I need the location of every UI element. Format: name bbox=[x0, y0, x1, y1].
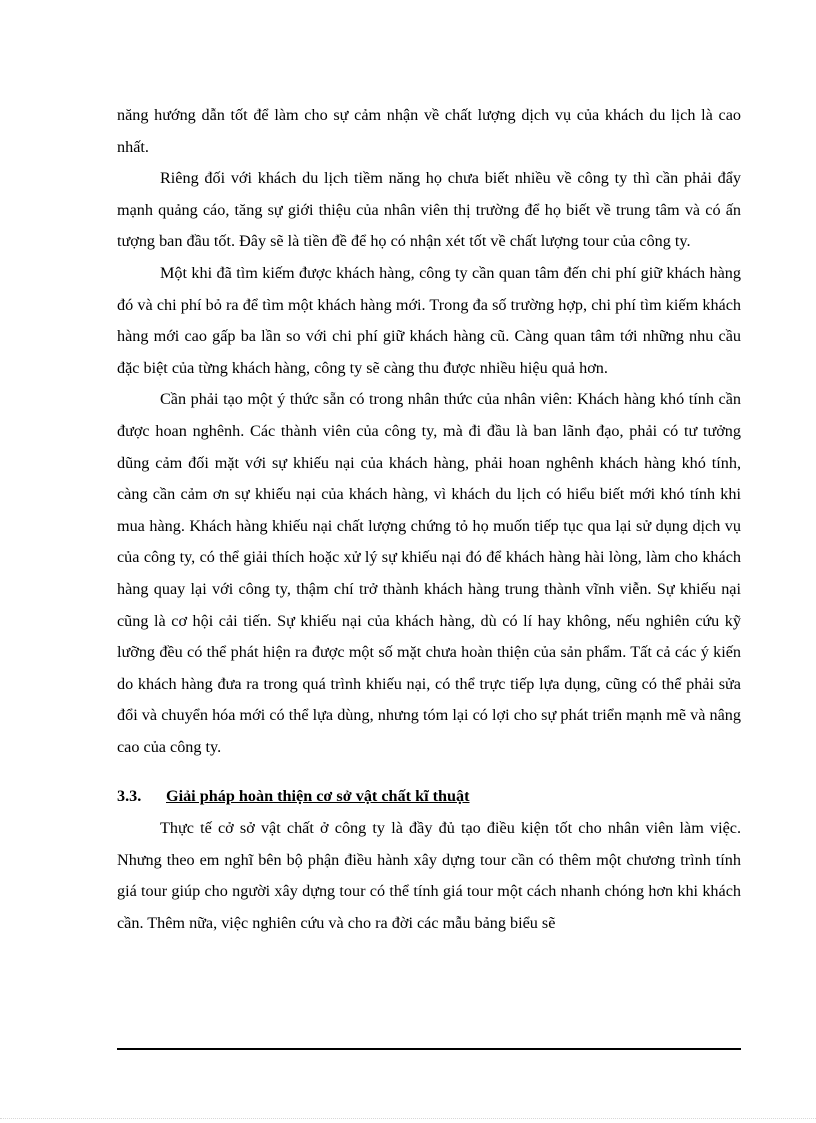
section-number: 3.3. bbox=[117, 787, 142, 806]
section-title: Giải pháp hoàn thiện cơ sở vật chất kĩ thuật bbox=[166, 787, 470, 806]
paragraph-facilities: Thực tế cở sở vật chất ở công ty là đầy đủ tạo điều kiện tốt cho nhân viên làm việc. Nhưng theo em nghĩ bên bộ phận điều hành xây dựng tour cần có thêm một chương trình tính giá tour giúp cho người xây dựng tour có thể tính giá tour một cách nhanh chóng hơn khi khách cần. Thêm nữa, việc nghiên cứu và cho ra đời các mẫu bảng biểu sẽ bbox=[117, 819, 741, 932]
page-edge-divider bbox=[0, 1118, 816, 1119]
footer-divider bbox=[117, 1048, 741, 1050]
section-heading bbox=[117, 781, 741, 813]
paragraph-continuation: năng hướng dẫn tốt để làm cho sự cảm nhận về chất lượng dịch vụ của khách du lịch là cao nhất. bbox=[117, 106, 741, 156]
page-body bbox=[117, 100, 741, 939]
paragraph-customer-retention-cost: Một khi đã tìm kiếm được khách hàng, công ty cần quan tâm đến chi phí giữ khách hàng đó và chi phí bỏ ra để tìm một khách hàng mới. Trong đa số trường hợp, chi phí tìm kiếm khách hàng mới cao gấp ba lần so với chi phí giữ khách hàng cũ. Càng quan tâm tới những nhu cầu đặc biệt của từng khách hàng, công ty sẽ càng thu được nhiều hiệu quả hơn. bbox=[117, 263, 741, 377]
paragraph-potential-tourists: Riêng đối với khách du lịch tiềm năng họ chưa biết nhiều về công ty thì cần phải đẩy mạnh quảng cáo, tăng sự giới thiệu của nhân viên thị trường để họ biết về trung tâm và có ấn tượng ban đầu tốt. Đây sẽ là tiền đề để họ có nhận xét tốt về chất lượng tour của công ty. bbox=[117, 169, 741, 251]
paragraph-complaint-handling: Cần phải tạo một ý thức sẵn có trong nhân thức của nhân viên: Khách hàng khó tính cần được hoan nghênh. Các thành viên của công ty, mà đi đầu là ban lãnh đạo, phải có tư tưởng dũng cảm đối mặt với sự khiếu nại của khách hàng, phải hoan nghênh khách hàng khó tính, càng cần cảm ơn sự khiếu nại của khách hàng, vì khách du lịch có hiểu biết mới khó tính khi mua hàng. Khách hàng khiếu nại chất lượng chứng tỏ họ muốn tiếp tục qua lại sử dụng dịch vụ của công ty, có thể giải thích hoặc xử lý sự khiếu nại đó để khách hàng hài lòng, làm cho khách hàng quay lại với công ty, thậm chí trở thành khách hàng trung thành vĩnh viễn. Sự khiếu nại cũng là cơ hội cải tiến. Sự khiếu nại của khách hàng, dù có lí hay không, nếu nghiên cứu kỹ lưỡng đều có thể phát hiện ra được một số mặt chưa hoàn thiện của sản phẩm. Tất cả các ý kiến do khách hàng đưa ra trong quá trình khiếu nại, có thể trực tiếp lựa dụng, cũng có thể phải sửa đổi và chuyển hóa mới có thể lựa dùng, nhưng tóm lại có lợi cho sự phát triển mạnh mẽ và nâng cao của công ty. bbox=[117, 390, 741, 756]
